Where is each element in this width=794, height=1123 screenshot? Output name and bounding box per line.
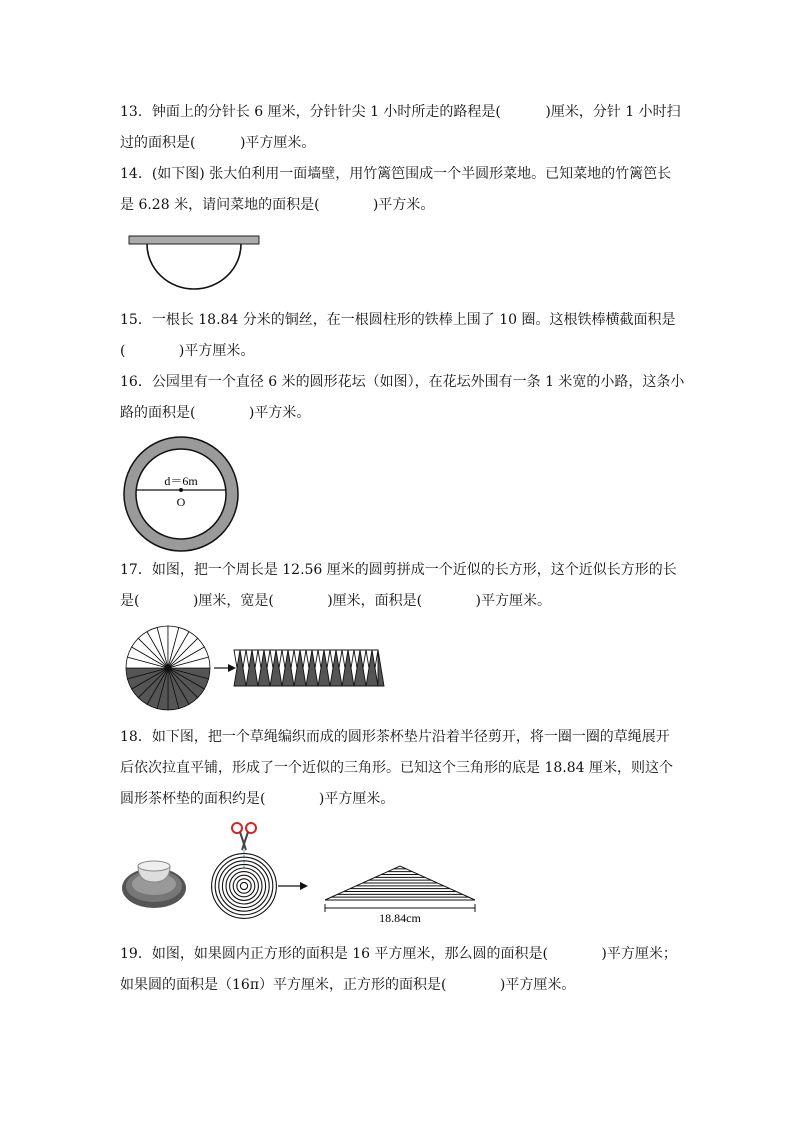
rope-ring [240, 882, 247, 889]
q16-line2: 路的面积是( )平方米。 [120, 405, 311, 421]
q13-line1: 13．钟面上的分针长 6 厘米，分针针尖 1 小时所走的路程是( )厘米，分针 1 小时扫 [120, 104, 681, 120]
center-label: O [176, 495, 186, 509]
q18-coaster-figure [118, 818, 488, 928]
q18-line2: 后依次拉直平铺，形成了一个近似的三角形。已知这个三角形的底是 18.84 厘米，则这个 [120, 760, 673, 776]
diameter-label: d＝6m [164, 474, 198, 488]
q17-line2: 是( )厘米，宽是( )厘米，面积是( )平方厘米。 [120, 593, 551, 609]
q18-line1: 18．如下图，把一个草绳编织而成的圆形茶杯垫片沿着半径剪开，将一圈一圈的草绳展开 [120, 729, 670, 745]
flower-bed [136, 449, 226, 539]
semicircle-fence [147, 244, 241, 289]
rope-ring [230, 872, 259, 901]
wall [129, 236, 259, 244]
q15-line2: ( )平方厘米。 [120, 343, 255, 359]
rope-ring [226, 868, 262, 904]
unrolled-triangle [325, 866, 475, 900]
q16-ring-figure [120, 433, 242, 555]
q17-circle-to-rectangle-figure [120, 622, 390, 714]
rope-ring [212, 854, 277, 919]
rope-ring [237, 879, 251, 893]
arrow-head [228, 664, 236, 672]
coaster-cup-image [122, 861, 186, 908]
concentric-rings [212, 854, 277, 919]
q18-line3: 圆形茶杯垫的面积约是( )平方厘米。 [120, 791, 395, 807]
center-point [179, 488, 183, 492]
q15-line1: 15．一根长 18.84 分米的铜丝，在一根圆柱形的铁棒上围了 10 圈。这根铁棒横截面积是 [120, 312, 676, 328]
q17-line1: 17．如图，把一个周长是 12.56 厘米的圆剪拼成一个近似的长方形，这个近似长方形的长 [120, 562, 677, 578]
arrow-head [300, 882, 308, 890]
scissors-icon [232, 823, 256, 870]
q19-line1: 19．如图，如果圆内正方形的面积是 16 平方厘米，那么圆的面积是( )平方厘米； [120, 946, 677, 962]
q16-line1: 16．公园里有一个直径 6 米的圆形花坛（如图），在花坛外围有一条 1 米宽的小路，这条小 [120, 374, 685, 390]
q19-line2: 如果圆的面积是（16π）平方厘米，正方形的面积是( )平方厘米。 [120, 977, 576, 993]
q14-semicircle-figure [125, 230, 265, 290]
sectored-circle [126, 626, 210, 710]
end-sector [378, 650, 384, 686]
q14-line2: 是 6.28 米，请问菜地的面积是( )平方米。 [120, 197, 435, 213]
rope-ring [222, 864, 265, 907]
base-label: 18.84cm [379, 911, 421, 925]
q14-line1: 14．(如下图) 张大伯利用一面墙壁，用竹篱笆围成一个半圆形菜地。已知菜地的竹篱笆长 [120, 166, 672, 182]
q13-line2: 过的面积是( )平方厘米。 [120, 135, 316, 151]
approx-rectangle [234, 650, 384, 686]
